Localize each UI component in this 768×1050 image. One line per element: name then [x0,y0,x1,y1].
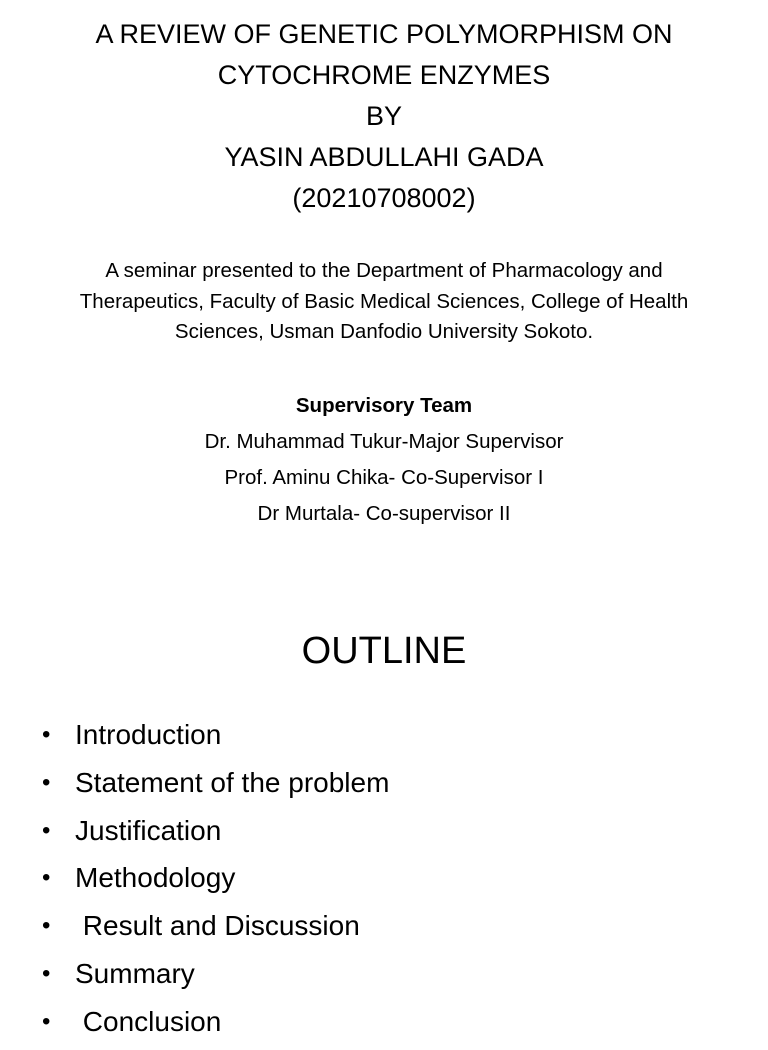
outline-item-label: Introduction [75,719,222,750]
list-item [42,1002,748,1050]
outline-item-label: Conclusion [75,1005,222,1037]
author-name: YASIN ABDULLAHI GADA [224,142,544,172]
outline-item-label: Summary [75,957,195,989]
seminar-line: A seminar presented to the Department of Pharmacology and [105,259,663,282]
list-item [42,906,748,954]
bullet-icon: • [42,959,51,987]
presentation-title [20,14,748,219]
bullet-icon: • [42,768,51,796]
outline-item-label: Methodology [75,862,236,894]
list-item [42,715,748,763]
list-item [42,954,748,1002]
title-line: A REVIEW OF GENETIC POLYMORPHISM ON [95,19,673,49]
bullet-icon: • [42,912,51,940]
supervisor-entry: Prof. Aminu Chika- Co-Supervisor I [224,466,544,489]
list-item [42,858,748,906]
outline-item-label: Result and Discussion [75,910,360,942]
bullet-icon: • [42,1007,51,1035]
student-id: (20210708002) [292,183,476,213]
supervisory-heading: Supervisory Team [295,394,473,417]
outline-item-label: Statement of the problem [75,766,390,798]
bullet-icon: • [42,816,51,844]
list-item [42,763,748,811]
bullet-icon: • [42,721,51,748]
supervisor-entry: Dr Murtala- Co-supervisor II [257,502,511,525]
seminar-line: Therapeutics, Faculty of Basic Medical Sciences, College of Health [79,289,689,313]
outline-title: OUTLINE [301,630,467,672]
title-line: CYTOCHROME ENZYMES [217,60,551,90]
title-line: BY [365,101,403,131]
list-item [42,811,748,859]
outline-list [42,715,748,1050]
seminar-line: Sciences, Usman Danfodio University Sokoto. [174,320,594,343]
bullet-icon: • [42,864,51,892]
outline-item-label: Justification [75,814,222,846]
outline-slide [0,560,768,1037]
supervisor-entry: Dr. Muhammad Tukur-Major Supervisor [204,430,564,453]
seminar-description [30,256,738,348]
supervisory-team [20,388,748,532]
